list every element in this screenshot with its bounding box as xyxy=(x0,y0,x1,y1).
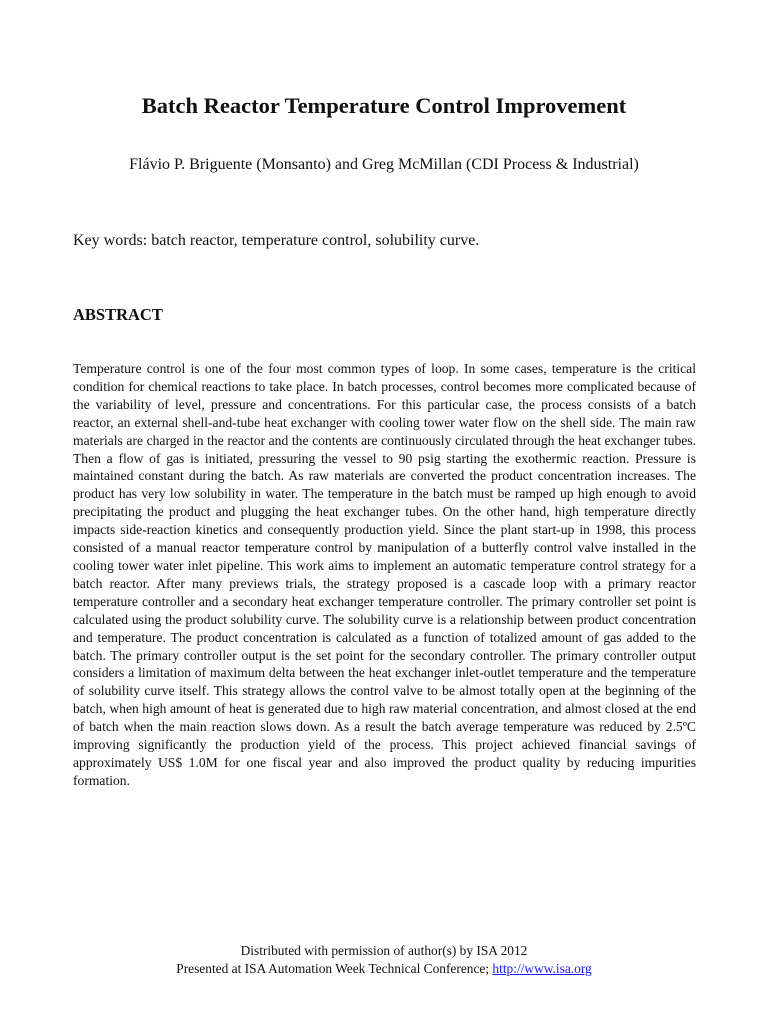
paper-title: Batch Reactor Temperature Control Improvement xyxy=(141,93,627,118)
footer-distribution-note: Distributed with permission of author(s) by ISA 2012 xyxy=(240,943,528,958)
abstract-heading: ABSTRACT xyxy=(73,305,163,324)
page-footer xyxy=(0,942,768,978)
footer-conference-text: Presented at ISA Automation Week Technical Conference; xyxy=(176,961,493,976)
abstract-body: Temperature control is one of the four most common types of loop. In some cases, temperature is the critical condition for chemical reactions to take place. In batch processes, control becomes more complicated because of the variability of level, pressure and concentrations. For this particular case, the process consists of a batch reactor, an external shell-and-tube heat exchanger with cooling tower water flow on the shell side. The main raw materials are charged in the reactor and the contents are continuously circulated through the heat exchanger tubes. Then a flow of gas is initiated, pressuring the vessel to 90 psig starting the exothermic reaction. Pressure is maintained constant during the batch. As raw materials are converted the product concentration increases. The product has very low solubility in water. The temperature in the batch must be ramped up high enough to avoid precipitating the product and plugging the heat exchanger tubes. On the other hand, high temperature directly impacts side-reaction kinetics and consequently production yield. Since the plant start-up in 1998, this process consisted of a manual reactor temperature control by manipulation of a butterfly control valve installed in the cooling tower water inlet pipeline. This work aims to implement an automatic temperature control strategy for a batch reactor. After many previews trials, the strategy proposed is a cascade loop with a primary reactor temperature controller and a secondary heat exchanger temperature controller. The primary controller set point is calculated using the product solubility curve. The solubility curve is a relationship between product concentration and temperature. The product concentration is calculated as a function of totalized amount of gas added to the batch. The primary controller output is the set point for the secondary controller. The primary controller output considers a limitation of maximum delta between the heat exchanger inlet-outlet temperature and the temperature of solubility curve itself. This strategy allows the control valve to be almost totally open at the beginning of the batch, when high amount of heat is generated due to high raw material concentration, and almost closed at the end of batch when the main reaction slows down. As a result the batch average temperature was reduced by 2.5ºC improving significantly the production yield of the process. This project achieved financial savings of approximately US$ 1.0M for one fiscal year and also improved the product quality by reducing impurities formation. xyxy=(73,361,696,788)
paper-keywords: Key words: batch reactor, temperature control, solubility curve. xyxy=(73,232,480,249)
footer-conference-line xyxy=(0,960,768,978)
paper-authors: Flávio P. Briguente (Monsanto) and Greg McMillan (CDI Process & Industrial) xyxy=(129,156,639,173)
isa-website-link[interactable]: http://www.isa.org xyxy=(492,961,592,976)
